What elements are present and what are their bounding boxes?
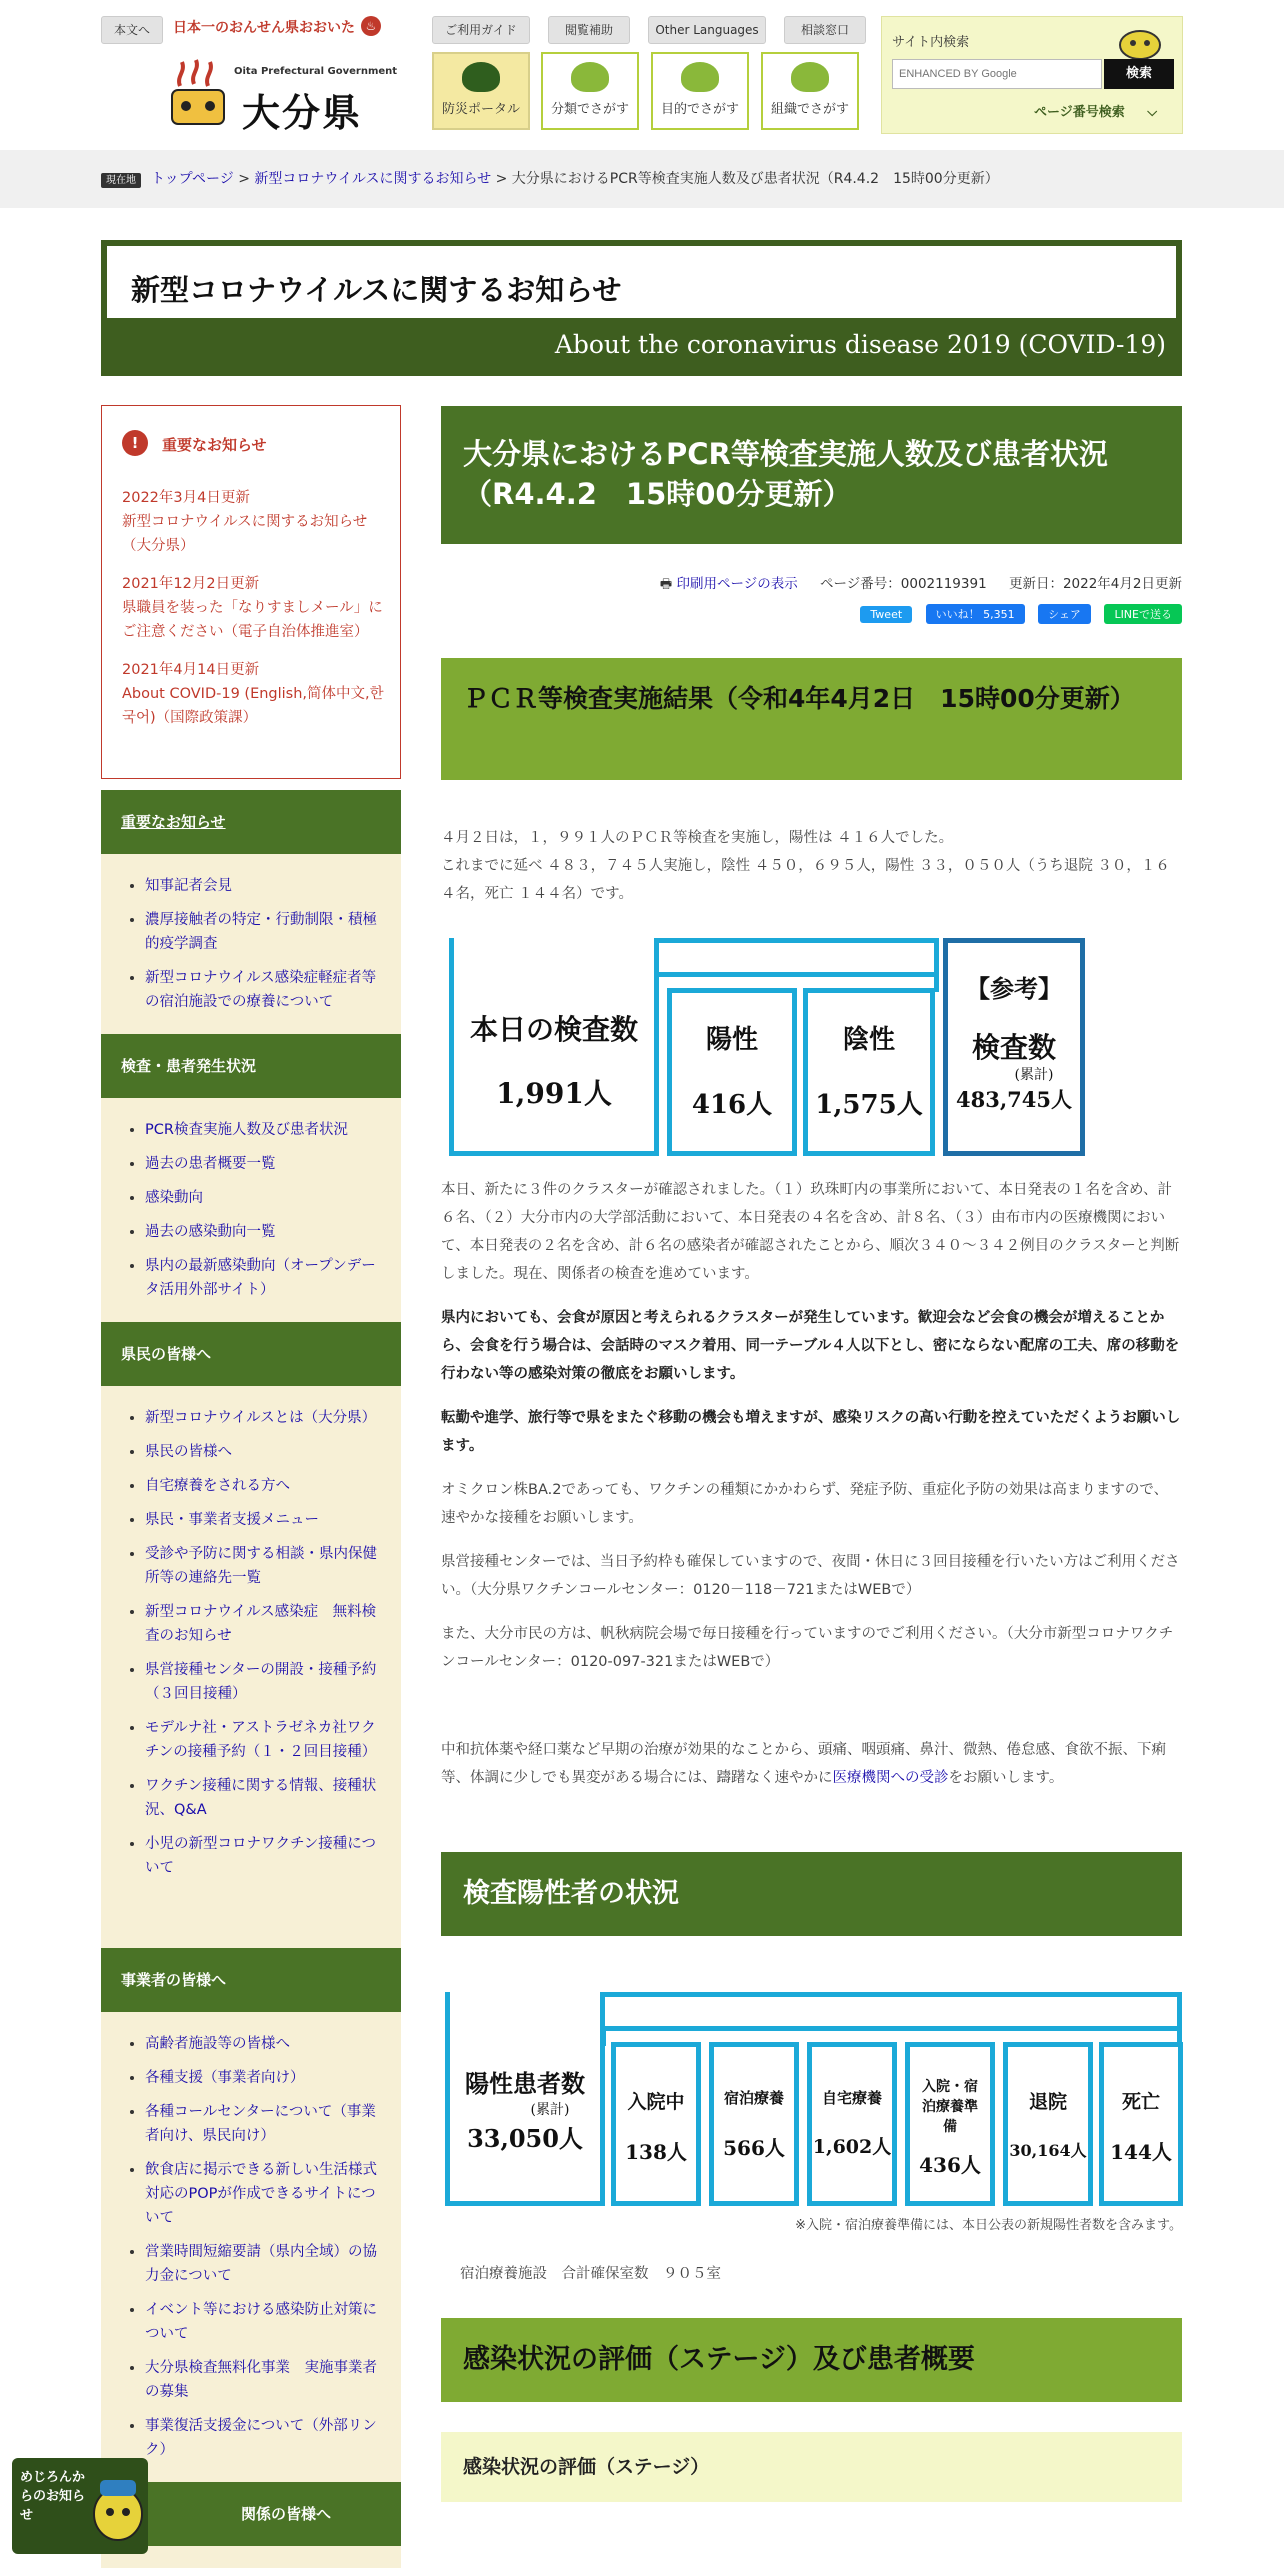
- cumulative-test-box: [943, 938, 1085, 1156]
- page-title: 大分県におけるPCR等検査実施人数及び患者状況（R4.4.2 15時00分更新）: [441, 406, 1182, 544]
- sidebar-item[interactable]: • 知事記者会見: [145, 874, 387, 898]
- covid-banner: [101, 240, 1182, 376]
- today-test-label: 本日の検査数: [469, 1013, 638, 1046]
- nav-label: 目的でさがす: [660, 102, 739, 117]
- cluster-text: 本日、新たに３件のクラスターが確認されました。（１）玖珠町内の事業所において、本日発表の１名を含め、計６名、（２）大分市内の大学部活動において、本日発表の４名を含め、計８名、（３）由布市内の医療機関において、本日発表の２名を含め、計６名の感染者が確認されたことから、順次３４０～３４２例目のクラスターと判断しました。現在、関係者の検査を進めています。: [441, 1182, 1180, 1282]
- alert-date: 2022年3月4日更新: [122, 490, 250, 506]
- prefecture-name: 大分県: [242, 91, 363, 135]
- treatment-text-post: をお願いします。: [948, 1770, 1064, 1786]
- nav-disaster-portal[interactable]: [432, 52, 530, 130]
- alert-date: 2021年12月2日更新: [122, 576, 260, 592]
- summary-text: [441, 824, 1182, 908]
- print-page-link[interactable]: 印刷用ページの表示: [676, 576, 798, 592]
- sidebar-item[interactable]: • 新型コロナウイルス感染症軽症者等の宿泊施設での療養について: [145, 966, 387, 1014]
- status-value: 30,164人: [1009, 2141, 1087, 2160]
- status-label: 死亡: [1121, 2091, 1160, 2113]
- usage-guide-link[interactable]: ご利用ガイド: [432, 16, 530, 44]
- breadcrumb-separator: >: [233, 171, 255, 187]
- mascot-category-icon: [571, 62, 609, 92]
- alert-dept-link[interactable]: 電子自治体推進室: [238, 624, 354, 640]
- sidebar-item[interactable]: • 過去の感染動向一覧: [145, 1220, 387, 1244]
- gov-english-name: Oita Prefectural Government: [234, 66, 398, 77]
- facebook-like-button[interactable]: いいね！ 5,351: [926, 604, 1025, 624]
- nav-by-purpose[interactable]: [651, 52, 749, 130]
- banner-subtitle: About the coronavirus disease 2019 (COVID-19): [554, 330, 1166, 359]
- search-title: サイト内検索: [892, 35, 970, 50]
- alert-suffix: （: [223, 624, 238, 640]
- oita-city-vaccine-text: また、大分市民の方は、帆秋病院会場で毎日接種を行っていますのでご利用ください。（大分市新型コロナワクチンコールセンター：0120-097-321またはWEBで）: [441, 1626, 1174, 1670]
- important-notice-box: [101, 405, 401, 779]
- status-cell: [1099, 2042, 1183, 2206]
- sidebar-heading: 事業者の皆様へ: [101, 1948, 401, 2012]
- status-cell: [905, 2042, 995, 2206]
- sidebar-item[interactable]: • 過去の患者概要一覧: [145, 1152, 387, 1176]
- alert-suffix: （大分県）: [122, 538, 195, 554]
- mejiron-mascot-icon: [90, 2474, 146, 2544]
- breadcrumb-home-link[interactable]: トップページ: [151, 171, 234, 187]
- alert-date: 2021年4月14日更新: [122, 662, 260, 678]
- breadcrumb-separator: >: [491, 171, 512, 187]
- mejiron-notice-button[interactable]: [12, 2458, 148, 2554]
- sidebar-item[interactable]: • 感染動向: [145, 1186, 387, 1210]
- status-label: 入院中: [627, 2091, 685, 2113]
- current-location-badge: 現在地: [101, 173, 141, 188]
- status-label: 退院: [1028, 2091, 1067, 2113]
- lodging-capacity: 宿泊療養施設 合計確保室数 ９０５室: [460, 2266, 721, 2282]
- alert-item: [122, 658, 384, 730]
- search-input[interactable]: [892, 59, 1102, 89]
- alert-suffix: ）: [354, 624, 369, 640]
- status-value: 566人: [723, 2136, 785, 2160]
- total-positive-box: [445, 1992, 605, 2206]
- prefecture-emblem-icon: [168, 56, 228, 128]
- sidebar-item[interactable]: • 小児の新型コロナワクチン接種について: [145, 1832, 387, 1880]
- today-test-value: 1,991人: [496, 1077, 612, 1110]
- breadcrumb-current: 大分県におけるPCR等検査実施人数及び患者状況（R4.4.2 15時00分更新）: [511, 171, 999, 187]
- sidebar-item[interactable]: • 大分県検査無料化事業 実施事業者の募集: [145, 2356, 387, 2404]
- status-value: 436人: [919, 2153, 981, 2177]
- total-positive-label: 陽性患者数: [465, 2069, 585, 2098]
- alert-link[interactable]: 県職員を装った「なりすましメール」にご注意ください: [122, 600, 383, 640]
- skip-to-content-link[interactable]: 本文へ: [101, 16, 163, 44]
- alert-title: 重要なお知らせ: [162, 436, 267, 454]
- today-test-count-box: [449, 938, 659, 1156]
- cumulative-value: 483,745人: [956, 1087, 1072, 1112]
- onsen-mark-icon: ♨: [361, 16, 381, 36]
- medical-institution-link[interactable]: 医療機関への受診: [832, 1770, 949, 1786]
- alert-item: [122, 572, 384, 644]
- treatment-text: [441, 1736, 1182, 1792]
- sidebar-item[interactable]: • 営業時間短縮要請（県内全域）の協力金について: [145, 2240, 387, 2288]
- nav-label: 組織でさがす: [770, 102, 849, 117]
- onsen-tagline: 日本一のおんせん県おおいた: [173, 20, 355, 36]
- mejiron-notice-label: めじろんからのお知らせ: [20, 2470, 86, 2523]
- positive-value: 416人: [691, 1090, 773, 1120]
- sidebar-item[interactable]: • 県営接種センターの開設・接種予約（３回目接種）: [145, 1658, 387, 1706]
- section-heading-stage: 感染状況の評価（ステージ）及び患者概要: [441, 2318, 1182, 2402]
- sidebar-item[interactable]: • 事業復活支援金について（外部リンク）: [145, 2414, 387, 2462]
- status-value: 1,602人: [812, 2136, 892, 2158]
- patient-note: ※入院・宿泊療養準備には、本日公表の新規陽性者数を含みます。: [795, 2218, 1182, 2233]
- travel-warning: 転勤や進学、旅行等で県をまたぐ移動の機会も増えますが、感染リスクの高い行動を控えていただくようお願いします。: [441, 1410, 1181, 1454]
- updated-date: 更新日：2022年4月2日更新: [1008, 576, 1182, 592]
- vaccine-center-text: 県営接種センターでは、当日予約枠も確保していますので、夜間・休日に３回目接種を行いたい方はご利用ください。（大分県ワクチンコールセンター：0120－118－721またはWEBで）: [441, 1554, 1180, 1598]
- status-cell: [1003, 2042, 1093, 2206]
- sidebar-item[interactable]: • 濃厚接触者の特定・行動制限・積極的疫学調査: [145, 908, 387, 956]
- omicron-text: オミクロン株BA.2であっても、ワクチンの種類にかかわらず、発症予防、重症化予防の効果は高まりますので、速やかな接種をお願いします。: [441, 1482, 1169, 1526]
- sidebar-item[interactable]: • 新型コロナウイルス感染症 無料検査のお知らせ: [145, 1600, 387, 1648]
- breadcrumb-parent-link[interactable]: 新型コロナウイルスに関するお知らせ: [254, 171, 492, 187]
- banner-title: 新型コロナウイルスに関するお知らせ: [131, 273, 622, 307]
- mascot-helmet-icon: [462, 62, 500, 92]
- total-positive-value: 33,050人: [467, 2124, 583, 2153]
- sidebar-heading[interactable]: 重要なお知らせ: [101, 790, 401, 854]
- sidebar-item[interactable]: • 高齢者施設等の皆様へ: [145, 2032, 387, 2056]
- alert-icon: !: [122, 430, 148, 456]
- test-count-infographic: [441, 934, 1091, 1160]
- page-number: ページ番号：0002119391: [820, 576, 987, 592]
- alert-suffix: （: [155, 710, 171, 726]
- alert-link[interactable]: About COVID-19 (English,简体中文,한국어): [122, 686, 384, 726]
- mascot-organization-icon: [791, 62, 829, 92]
- facebook-share-button[interactable]: シェア: [1038, 604, 1091, 624]
- nav-by-organization[interactable]: [761, 52, 859, 130]
- alert-dept-link[interactable]: 国際政策課: [170, 710, 243, 726]
- negative-count-box: [803, 988, 935, 1156]
- reference-label: 【参考】: [966, 974, 1062, 1003]
- cumulative-label: 検査数: [971, 1031, 1056, 1064]
- site-logo[interactable]: [168, 56, 398, 136]
- page-number-search-label: ページ番号検索: [1034, 105, 1125, 120]
- breadcrumb: [0, 150, 1284, 208]
- dining-warning: 県内においても、会食が原因と考えられるクラスターが発生しています。歓迎会など会食の機会が増えることから、会食を行う場合は、会話時のマスク着用、同一テーブル４人以下とし、密にならない配席の工夫、席の移動を行わない等の感染対策の徹底をお願いします。: [441, 1310, 1180, 1382]
- other-languages-link[interactable]: Other Languages: [648, 16, 766, 44]
- sidebar-item[interactable]: • 自宅療養をされる方へ: [145, 1474, 387, 1498]
- alert-suffix: ）: [242, 710, 258, 726]
- tweet-button[interactable]: Tweet: [860, 606, 912, 623]
- search-button[interactable]: 検索: [1104, 59, 1174, 89]
- summary-line: ４月２日は，１，９９１人のＰＣＲ等検査を実施し，陽性は ４１６人でした。: [441, 830, 954, 846]
- sidebar-item[interactable]: • 県民の皆様へ: [145, 1440, 387, 1464]
- positive-label: 陽性: [705, 1025, 758, 1055]
- sidebar-heading: 関係の皆様へ: [101, 2482, 401, 2546]
- sidebar-list: [101, 1098, 401, 1322]
- status-value: 144人: [1110, 2140, 1172, 2164]
- status-cell: [709, 2042, 799, 2206]
- chevron-down-icon: ⌵: [1147, 105, 1158, 120]
- total-positive-note: (累計): [530, 2102, 570, 2118]
- line-share-button[interactable]: LINEで送る: [1104, 604, 1182, 624]
- treatment-text-pre: 中和抗体薬や経口薬など早期の治療が効果的なことから、頭痛、咽頭痛、鼻汁、微熱、倦怠感、食欲不振、下痢等、体調に少しでも異変がある場合には、躊躇なく速やかに: [441, 1742, 1166, 1786]
- sidebar-heading: 県民の皆様へ: [101, 1322, 401, 1386]
- sidebar-item[interactable]: • 各種コールセンターについて（事業者向け、県民向け）: [145, 2100, 387, 2148]
- sidebar-item[interactable]: • 飲食店に掲示できる新しい生活様式対応のPOPが作成できるサイトについて: [145, 2158, 387, 2230]
- mascot-purpose-icon: [681, 62, 719, 92]
- nav-label: 防災ポータル: [441, 102, 520, 117]
- sidebar-item[interactable]: • PCR検査実施人数及び患者状況: [145, 1118, 387, 1142]
- status-label: 自宅療養: [821, 2089, 882, 2107]
- page-number-search-toggle[interactable]: [1034, 101, 1157, 120]
- stage-subheading: 感染状況の評価（ステージ）: [441, 2432, 1182, 2502]
- cumulative-note: (累計): [1014, 1067, 1054, 1083]
- sidebar-item[interactable]: • イベント等における感染防止対策について: [145, 2298, 387, 2346]
- accessibility-link[interactable]: 閲覧補助: [548, 16, 630, 44]
- status-value: 138人: [625, 2140, 687, 2164]
- sidebar-item[interactable]: • 県民・事業者支援メニュー: [145, 1508, 387, 1532]
- consultation-link[interactable]: 相談窓口: [784, 16, 866, 44]
- sidebar-list: [101, 2012, 401, 2482]
- sidebar-item[interactable]: • ワクチン接種に関する情報、接種状況、Q&A: [145, 1774, 387, 1822]
- sidebar-list: [101, 854, 401, 1034]
- sidebar-item[interactable]: • 県内の最新感染動向（オープンデータ活用外部サイト）: [145, 1254, 387, 1302]
- status-cell: [807, 2042, 897, 2206]
- site-search-panel: [881, 16, 1183, 134]
- mejiron-mascot-icon: [1110, 19, 1170, 59]
- alert-item: [122, 486, 384, 558]
- nav-label: 分類でさがす: [550, 102, 629, 117]
- status-label: 入院・宿泊療養準備: [922, 2079, 978, 2135]
- negative-label: 陰性: [842, 1025, 895, 1055]
- print-icon: 🖶: [659, 577, 673, 592]
- summary-line: これまでに延べ ４８３，７４５人実施し，陰性 ４５０，６９５人，陽性 ３３，０５０人（うち退院 ３０，１６４名，死亡 １４４名）です。: [441, 858, 1170, 902]
- section-heading-positive: 検査陽性者の状況: [441, 1852, 1182, 1936]
- alert-link[interactable]: 新型コロナウイルスに関するお知らせ: [122, 514, 368, 530]
- share-buttons: [441, 604, 1182, 624]
- nav-by-category[interactable]: [541, 52, 639, 130]
- sidebar-item[interactable]: • 各種支援（事業者向け）: [145, 2066, 387, 2090]
- sidebar-item[interactable]: • モデルナ社・アストラゼネカ社ワクチンの接種予約（１・２回目接種）: [145, 1716, 387, 1764]
- section-heading-pcr: ＰＣＲ等検査実施結果（令和4年4月2日 15時00分更新）: [441, 658, 1182, 780]
- status-cell: [611, 2042, 701, 2206]
- sidebar-heading: 検査・患者発生状況: [101, 1034, 401, 1098]
- negative-value: 1,575人: [815, 1090, 923, 1120]
- sidebar-item[interactable]: • 受診や予防に関する相談・県内保健所等の連絡先一覧: [145, 1542, 387, 1590]
- patient-status-infographic: [441, 1986, 1182, 2210]
- status-label: 宿泊療養: [723, 2089, 784, 2107]
- positive-count-box: [667, 988, 797, 1156]
- sidebar-list: [101, 1386, 401, 1948]
- sidebar-item[interactable]: • 新型コロナウイルスとは（大分県）: [145, 1406, 387, 1430]
- page-meta-row: [441, 572, 1182, 597]
